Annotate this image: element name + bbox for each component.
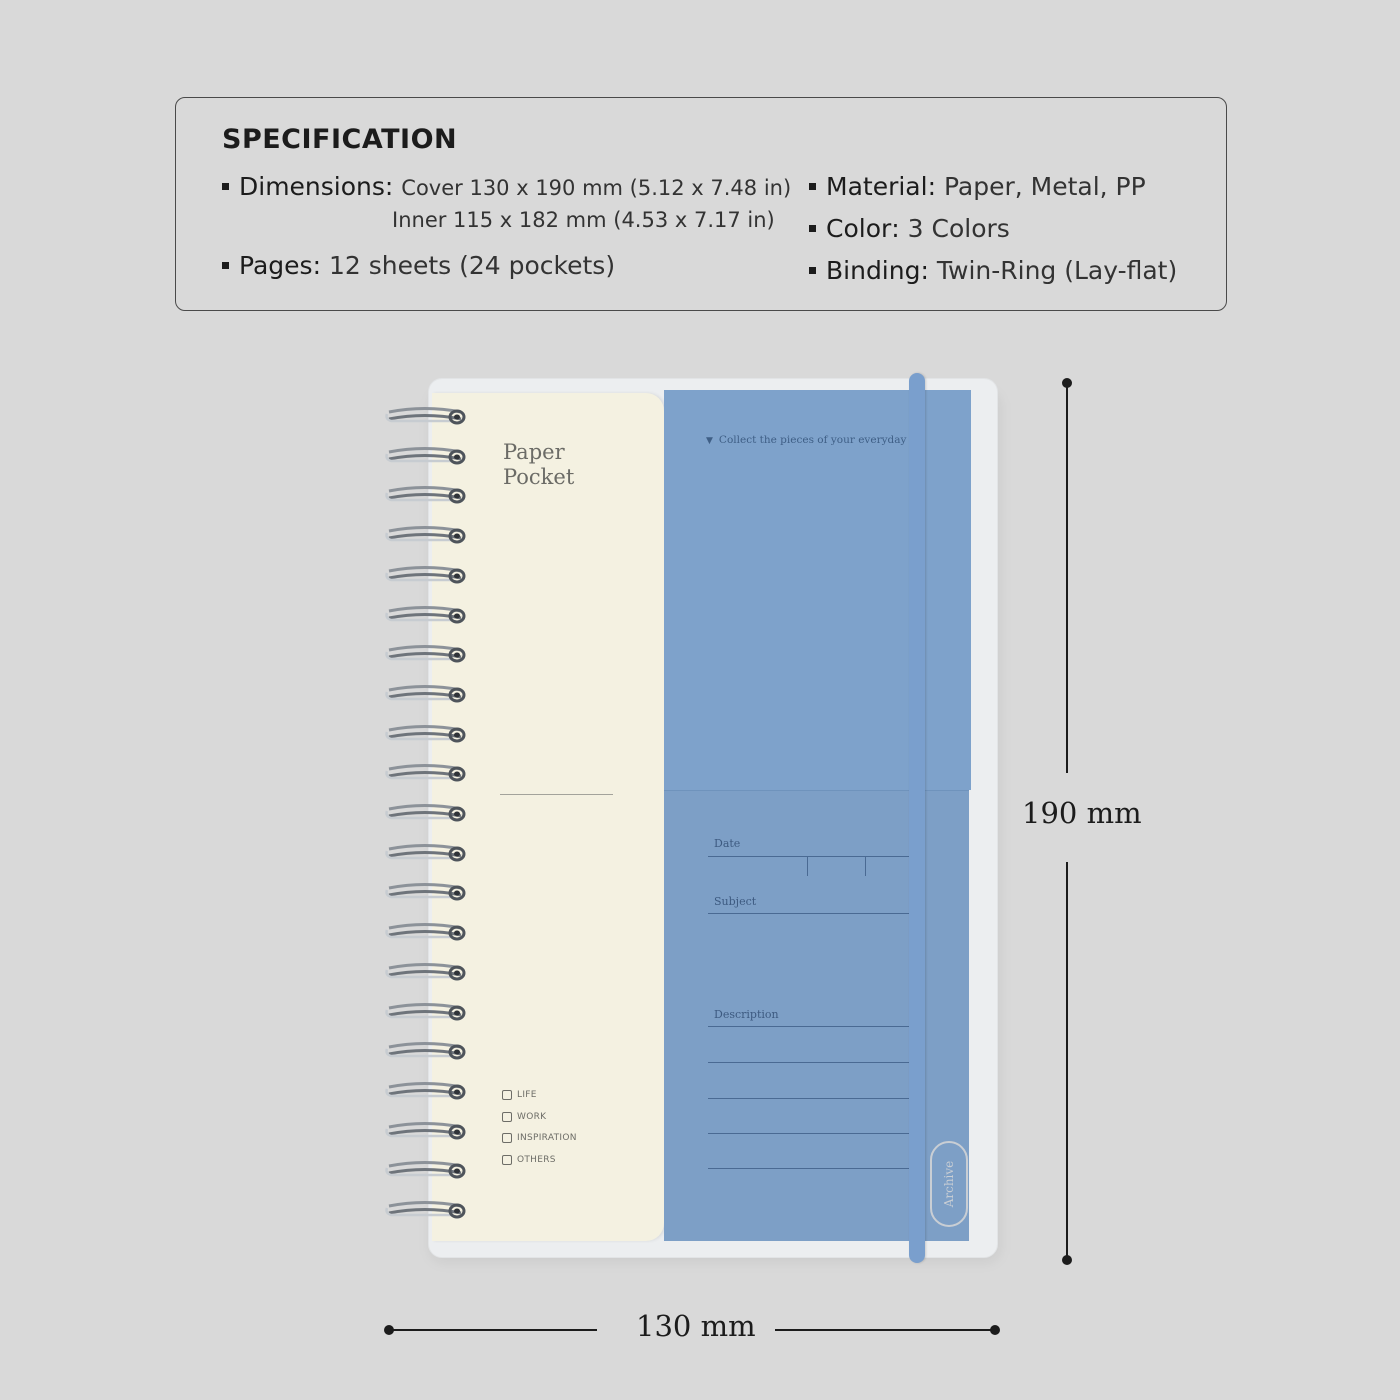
spec-material-value: Paper, Metal, PP — [943, 172, 1146, 201]
date-label: Date — [714, 837, 741, 850]
binding-ring — [383, 683, 467, 707]
description-rule — [708, 1062, 916, 1063]
checklist-item — [502, 1127, 577, 1149]
spec-pages-value: 12 sheets (24 pockets) — [328, 251, 616, 280]
dimension-endpoint — [990, 1325, 1000, 1335]
binding-ring — [383, 445, 467, 469]
spec-dimensions-cover: Cover 130 x 190 mm (5.12 x 7.48 in) — [401, 176, 792, 200]
width-dimension-line — [775, 1329, 995, 1331]
binding-ring — [383, 1001, 467, 1025]
binding-ring — [383, 961, 467, 985]
collect-text: Collect the pieces of your everyday — [718, 434, 907, 446]
spec-material: Material: Paper, Metal, PP — [809, 172, 1146, 201]
date-divider — [807, 856, 808, 876]
checklist-item — [502, 1106, 577, 1128]
binding-ring — [383, 604, 467, 628]
checklist-item — [502, 1084, 577, 1106]
spec-pages: Pages: 12 sheets (24 pockets) — [222, 251, 615, 280]
binding-ring — [383, 1040, 467, 1064]
bullet-icon — [809, 183, 816, 190]
checkbox-icon — [502, 1090, 512, 1100]
spec-dimensions: Dimensions: Cover 130 x 190 mm (5.12 x 7.48 in) — [222, 172, 791, 201]
checklist-label: LIFE — [517, 1089, 537, 1100]
description-rule — [708, 1026, 916, 1027]
binding-ring — [383, 802, 467, 826]
height-dimension-label: 190 mm — [1022, 796, 1142, 830]
checkbox-icon — [502, 1112, 512, 1122]
bullet-icon — [222, 262, 229, 269]
checklist-label: OTHERS — [517, 1154, 556, 1165]
description-rule — [708, 1168, 916, 1169]
spec-binding-key: Binding — [826, 256, 921, 285]
spec-binding: Binding: Twin-Ring (Lay-flat) — [809, 256, 1177, 285]
specification-box — [175, 97, 1227, 311]
spec-binding-value: Twin-Ring (Lay-flat) — [936, 256, 1178, 285]
height-dimension-line — [1066, 862, 1068, 1260]
logo-text: Archive — [942, 1160, 956, 1208]
binding-ring — [383, 1199, 467, 1223]
binding-ring — [383, 405, 467, 429]
binding-ring — [383, 921, 467, 945]
binding-ring — [383, 484, 467, 508]
width-dimension-label: 130 mm — [636, 1309, 756, 1343]
spec-material-key: Material — [826, 172, 928, 201]
notebook-title: Paper Pocket — [503, 440, 575, 489]
archive-logo — [930, 1141, 968, 1227]
checklist-label: INSPIRATION — [517, 1133, 577, 1144]
width-dimension-line — [389, 1329, 597, 1331]
checklist-item — [502, 1149, 577, 1171]
spec-color: Color: 3 Colors — [809, 214, 1010, 243]
description-label: Description — [714, 1008, 779, 1021]
spec-dimensions-inner: Inner 115 x 182 mm (4.53 x 7.17 in) — [392, 208, 775, 232]
title-underline — [500, 794, 613, 795]
subject-rule — [708, 913, 916, 914]
triangle-down-icon: ▼ — [706, 436, 713, 446]
height-dimension-line — [1066, 383, 1068, 773]
binding-ring — [383, 524, 467, 548]
binding-ring — [383, 1120, 467, 1144]
spec-dimensions-key: Dimensions — [239, 172, 385, 201]
notebook-checklist — [502, 1084, 577, 1171]
binding-ring — [383, 1080, 467, 1104]
spec-title: SPECIFICATION — [222, 124, 458, 155]
binding-ring — [383, 881, 467, 905]
binding-ring — [383, 762, 467, 786]
description-rule — [708, 1133, 916, 1134]
bullet-icon — [222, 183, 229, 190]
bullet-icon — [809, 225, 816, 232]
checkbox-icon — [502, 1133, 512, 1143]
binding-ring — [383, 1159, 467, 1183]
spec-color-key: Color — [826, 214, 892, 243]
date-rule — [708, 856, 916, 857]
spec-pages-key: Pages — [239, 251, 313, 280]
dimension-endpoint — [1062, 1255, 1072, 1265]
description-rule — [708, 1098, 916, 1099]
spec-color-value: 3 Colors — [907, 214, 1010, 243]
binding-ring — [383, 643, 467, 667]
binding-ring — [383, 723, 467, 747]
elastic-band — [909, 373, 925, 1263]
binding-ring — [383, 564, 467, 588]
subject-label: Subject — [714, 895, 757, 908]
date-divider — [865, 856, 866, 876]
checkbox-icon — [502, 1155, 512, 1165]
collect-caption — [706, 434, 906, 446]
twin-ring-binding — [383, 405, 473, 1225]
bullet-icon — [809, 267, 816, 274]
binding-ring — [383, 842, 467, 866]
checklist-label: WORK — [517, 1111, 547, 1122]
